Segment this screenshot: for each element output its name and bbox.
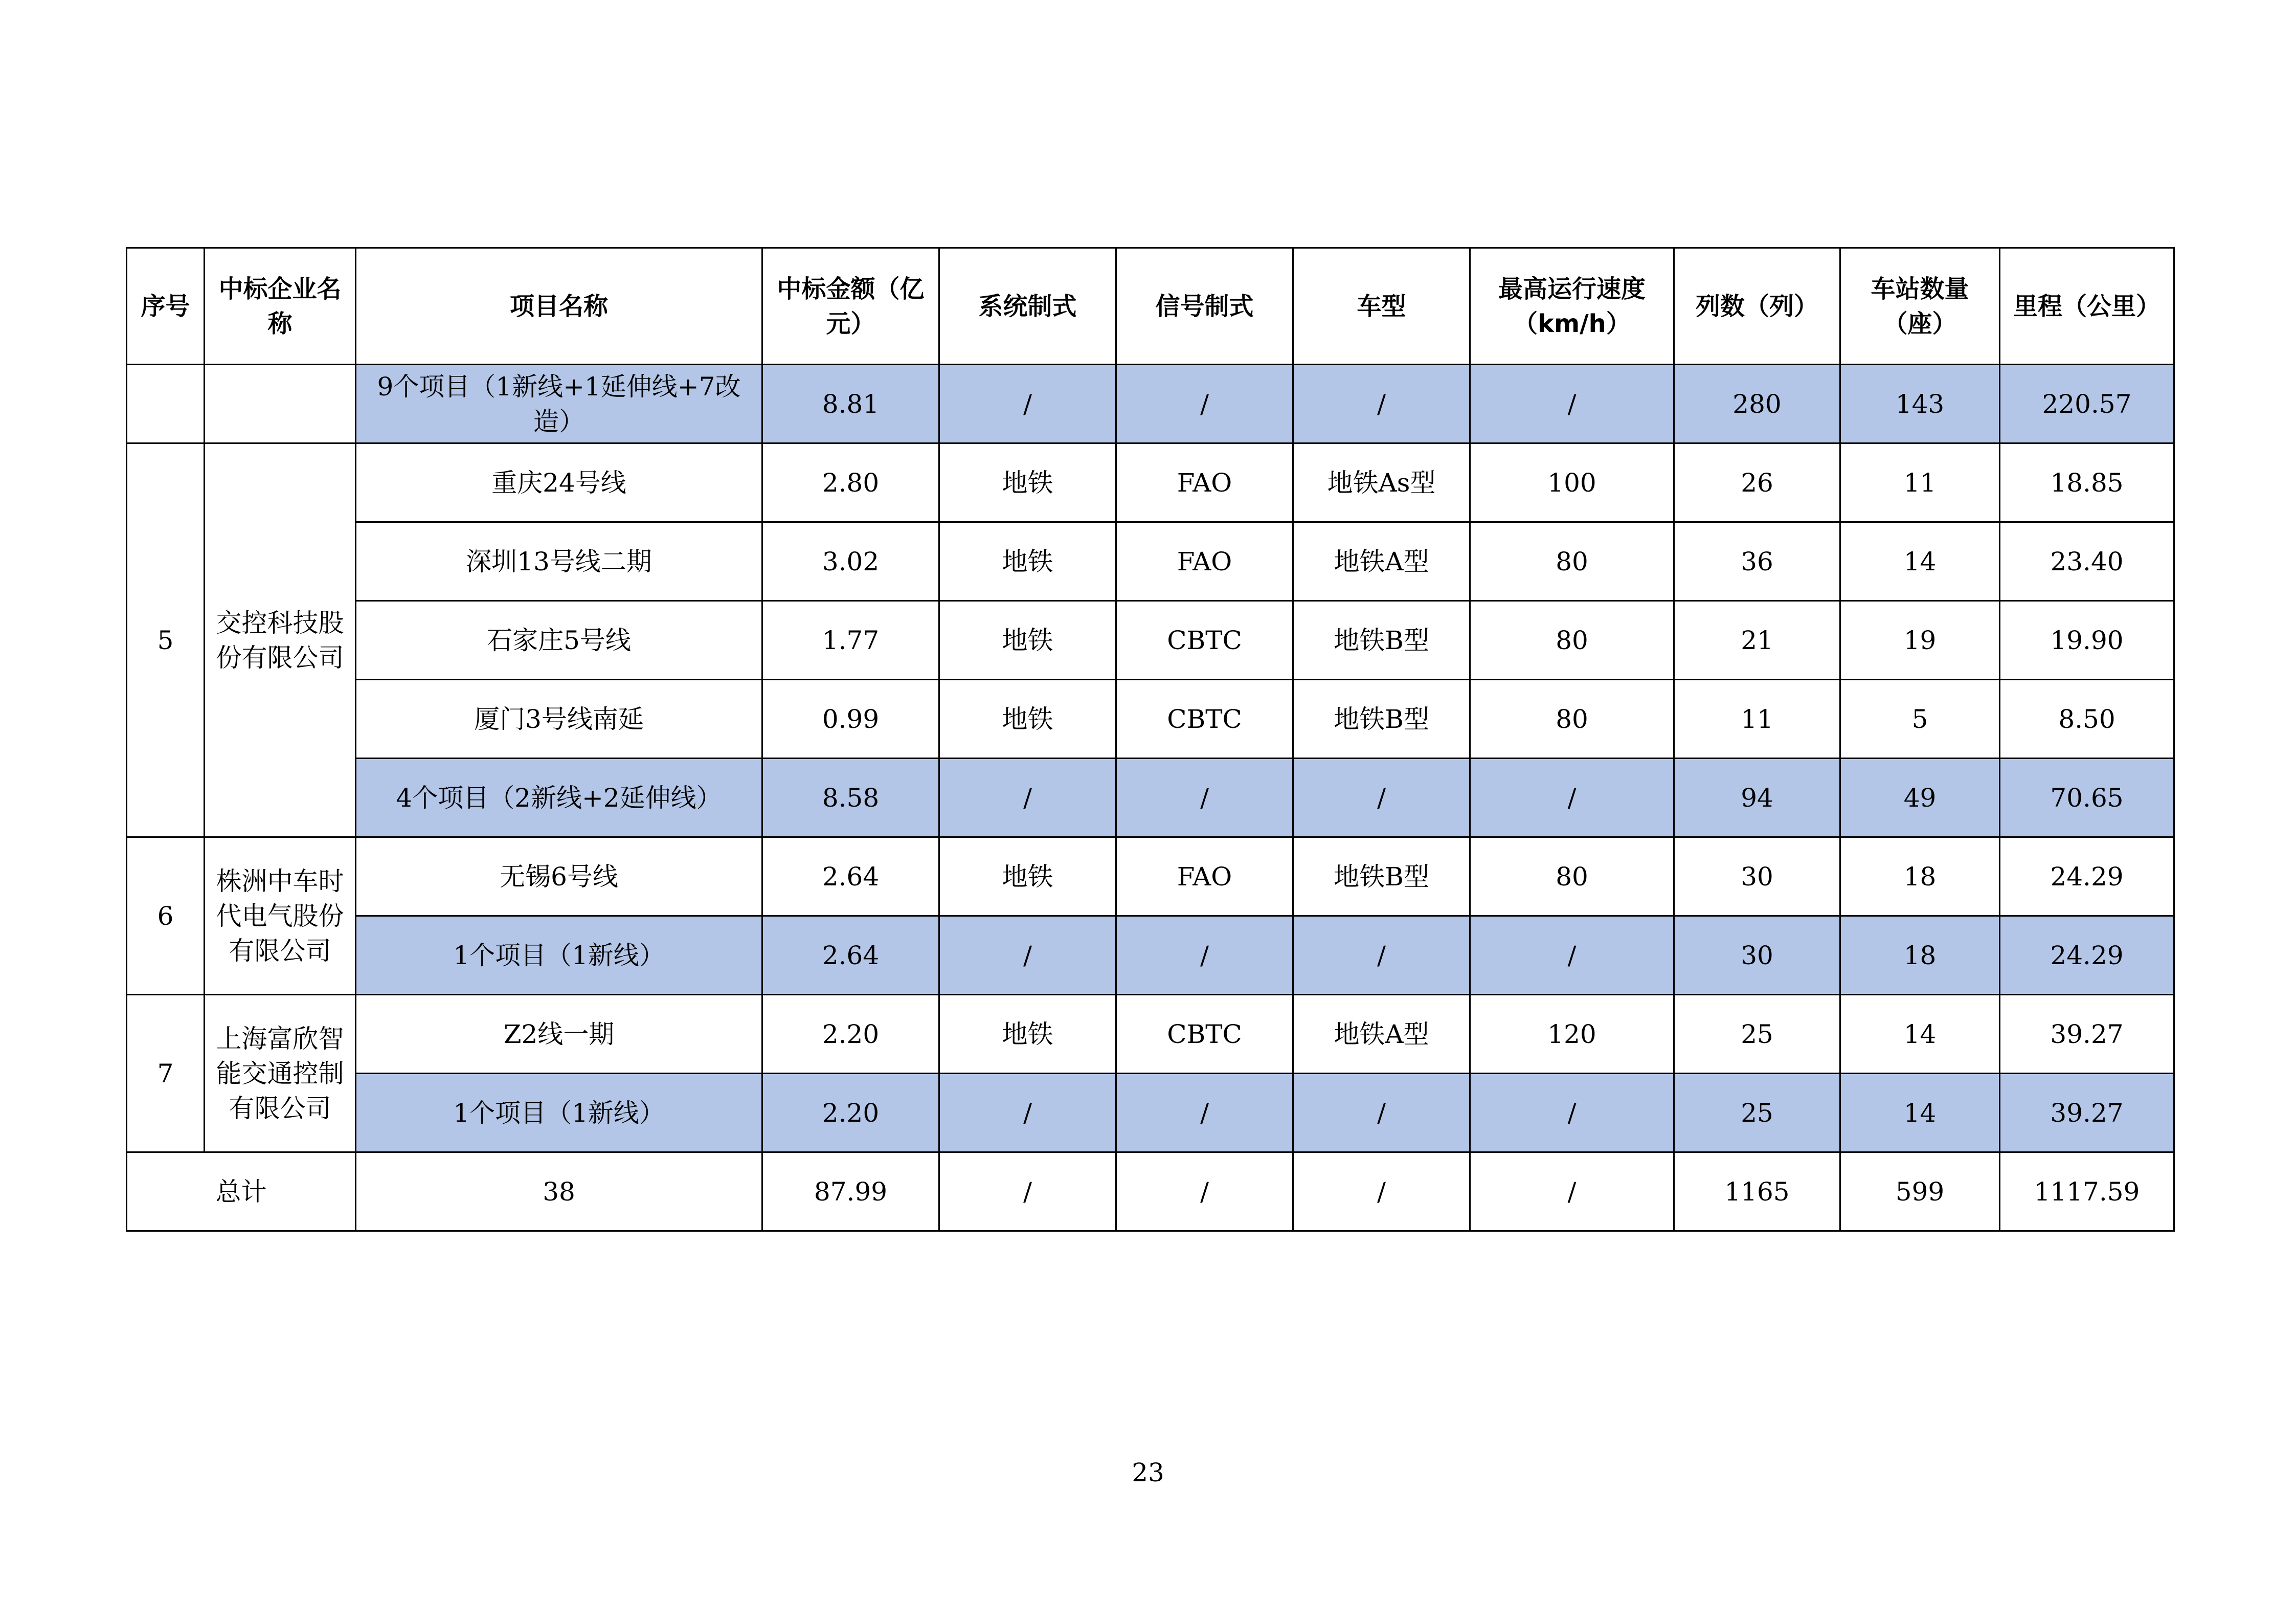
header-project: 项目名称	[356, 248, 762, 365]
cell-signal: CBTC	[1116, 680, 1293, 759]
cell-trains: 11	[1674, 680, 1840, 759]
cell-trains: 25	[1674, 1074, 1840, 1152]
cell-system: 地铁	[939, 837, 1116, 916]
cell-project: 厦门3号线南延	[356, 680, 762, 759]
cell-mileage: 70.65	[2000, 759, 2174, 837]
cell-mileage: 18.85	[2000, 443, 2174, 522]
cell-trains: 280	[1674, 365, 1840, 443]
cell-mileage: 24.29	[2000, 837, 2174, 916]
cell-vehicle: 地铁B型	[1293, 837, 1470, 916]
header-row	[127, 248, 2174, 365]
header-amount: 中标金额（亿元）	[762, 248, 939, 365]
cell-system: 地铁	[939, 601, 1116, 680]
table-row	[127, 916, 2174, 995]
cell-signal: FAO	[1116, 837, 1293, 916]
table-row	[127, 995, 2174, 1074]
header-system: 系统制式	[939, 248, 1116, 365]
total-system: /	[939, 1152, 1116, 1231]
data-table	[126, 247, 2175, 1232]
cell-stations: 49	[1840, 759, 2000, 837]
table-row	[127, 759, 2174, 837]
cell-system: 地铁	[939, 443, 1116, 522]
table-row	[127, 365, 2174, 443]
table-row	[127, 680, 2174, 759]
cell-system: /	[939, 916, 1116, 995]
table-row	[127, 1074, 2174, 1152]
header-company: 中标企业名称	[205, 248, 356, 365]
header-signal: 信号制式	[1116, 248, 1293, 365]
cell-signal: /	[1116, 759, 1293, 837]
cell-mileage: 220.57	[2000, 365, 2174, 443]
cell-vehicle: /	[1293, 916, 1470, 995]
total-vehicle: /	[1293, 1152, 1470, 1231]
cell-project: 石家庄5号线	[356, 601, 762, 680]
cell-speed: 100	[1470, 443, 1674, 522]
header-trains: 列数（列）	[1674, 248, 1840, 365]
cell-trains: 26	[1674, 443, 1840, 522]
cell-signal: /	[1116, 916, 1293, 995]
table-row	[127, 443, 2174, 522]
cell-signal: /	[1116, 1074, 1293, 1152]
cell-stations: 143	[1840, 365, 2000, 443]
cell-amount: 2.64	[762, 916, 939, 995]
cell-speed: /	[1470, 1074, 1674, 1152]
cell-signal: FAO	[1116, 443, 1293, 522]
header-stations: 车站数量（座）	[1840, 248, 2000, 365]
total-stations: 599	[1840, 1152, 2000, 1231]
total-row	[127, 1152, 2174, 1231]
cell-system: /	[939, 759, 1116, 837]
cell-amount: 0.99	[762, 680, 939, 759]
cell-signal: FAO	[1116, 522, 1293, 601]
cell-speed: 120	[1470, 995, 1674, 1074]
total-signal: /	[1116, 1152, 1293, 1231]
cell-trains: 94	[1674, 759, 1840, 837]
cell-amount: 2.80	[762, 443, 939, 522]
cell-seq: 5	[127, 443, 205, 837]
cell-trains: 30	[1674, 916, 1840, 995]
cell-stations: 18	[1840, 916, 2000, 995]
cell-project: 重庆24号线	[356, 443, 762, 522]
cell-seq: 6	[127, 837, 205, 995]
cell-stations: 14	[1840, 995, 2000, 1074]
cell-vehicle: /	[1293, 365, 1470, 443]
cell-amount: 2.64	[762, 837, 939, 916]
cell-signal: CBTC	[1116, 601, 1293, 680]
cell-trains: 21	[1674, 601, 1840, 680]
cell-stations: 5	[1840, 680, 2000, 759]
cell-mileage: 39.27	[2000, 995, 2174, 1074]
page-number: 23	[1132, 1458, 1164, 1487]
total-project: 38	[356, 1152, 762, 1231]
cell-amount: 8.58	[762, 759, 939, 837]
cell-mileage: 23.40	[2000, 522, 2174, 601]
cell-vehicle: /	[1293, 759, 1470, 837]
table-row	[127, 601, 2174, 680]
cell-speed: 80	[1470, 522, 1674, 601]
cell-project: 9个项目（1新线+1延伸线+7改造）	[356, 365, 762, 443]
total-mileage: 1117.59	[2000, 1152, 2174, 1231]
cell-speed: 80	[1470, 680, 1674, 759]
cell-system: 地铁	[939, 680, 1116, 759]
cell-speed: 80	[1470, 601, 1674, 680]
cell-amount: 1.77	[762, 601, 939, 680]
cell-mileage: 24.29	[2000, 916, 2174, 995]
cell-mileage: 39.27	[2000, 1074, 2174, 1152]
cell-seq: 7	[127, 995, 205, 1152]
cell-amount: 2.20	[762, 995, 939, 1074]
header-vehicle: 车型	[1293, 248, 1470, 365]
cell-trains: 30	[1674, 837, 1840, 916]
cell-company: 上海富欣智能交通控制有限公司	[205, 995, 356, 1152]
cell-project: 1个项目（1新线）	[356, 916, 762, 995]
header-mileage: 里程（公里）	[2000, 248, 2174, 365]
cell-speed: 80	[1470, 837, 1674, 916]
header-speed: 最高运行速度（km/h）	[1470, 248, 1674, 365]
cell-signal: /	[1116, 365, 1293, 443]
cell-system: 地铁	[939, 522, 1116, 601]
total-trains: 1165	[1674, 1152, 1840, 1231]
cell-stations: 11	[1840, 443, 2000, 522]
cell-vehicle: 地铁B型	[1293, 601, 1470, 680]
cell-trains: 25	[1674, 995, 1840, 1074]
cell-seq	[127, 365, 205, 443]
cell-system: /	[939, 365, 1116, 443]
cell-speed: /	[1470, 365, 1674, 443]
cell-stations: 19	[1840, 601, 2000, 680]
cell-company: 株洲中车时代电气股份有限公司	[205, 837, 356, 995]
cell-company	[205, 365, 356, 443]
table-row	[127, 837, 2174, 916]
cell-mileage: 19.90	[2000, 601, 2174, 680]
cell-stations: 14	[1840, 1074, 2000, 1152]
cell-vehicle: 地铁A型	[1293, 522, 1470, 601]
cell-signal: CBTC	[1116, 995, 1293, 1074]
cell-system: /	[939, 1074, 1116, 1152]
cell-vehicle: 地铁A型	[1293, 995, 1470, 1074]
cell-stations: 14	[1840, 522, 2000, 601]
cell-system: 地铁	[939, 995, 1116, 1074]
cell-speed: /	[1470, 916, 1674, 995]
cell-amount: 8.81	[762, 365, 939, 443]
cell-stations: 18	[1840, 837, 2000, 916]
cell-project: Z2线一期	[356, 995, 762, 1074]
total-speed: /	[1470, 1152, 1674, 1231]
cell-vehicle: 地铁As型	[1293, 443, 1470, 522]
header-seq: 序号	[127, 248, 205, 365]
cell-vehicle: 地铁B型	[1293, 680, 1470, 759]
total-label: 总计	[127, 1152, 356, 1231]
cell-amount: 2.20	[762, 1074, 939, 1152]
cell-speed: /	[1470, 759, 1674, 837]
table-row	[127, 522, 2174, 601]
cell-project: 深圳13号线二期	[356, 522, 762, 601]
cell-vehicle: /	[1293, 1074, 1470, 1152]
cell-trains: 36	[1674, 522, 1840, 601]
cell-project: 1个项目（1新线）	[356, 1074, 762, 1152]
total-amount: 87.99	[762, 1152, 939, 1231]
cell-mileage: 8.50	[2000, 680, 2174, 759]
cell-company: 交控科技股份有限公司	[205, 443, 356, 837]
cell-project: 无锡6号线	[356, 837, 762, 916]
cell-project: 4个项目（2新线+2延伸线）	[356, 759, 762, 837]
cell-amount: 3.02	[762, 522, 939, 601]
